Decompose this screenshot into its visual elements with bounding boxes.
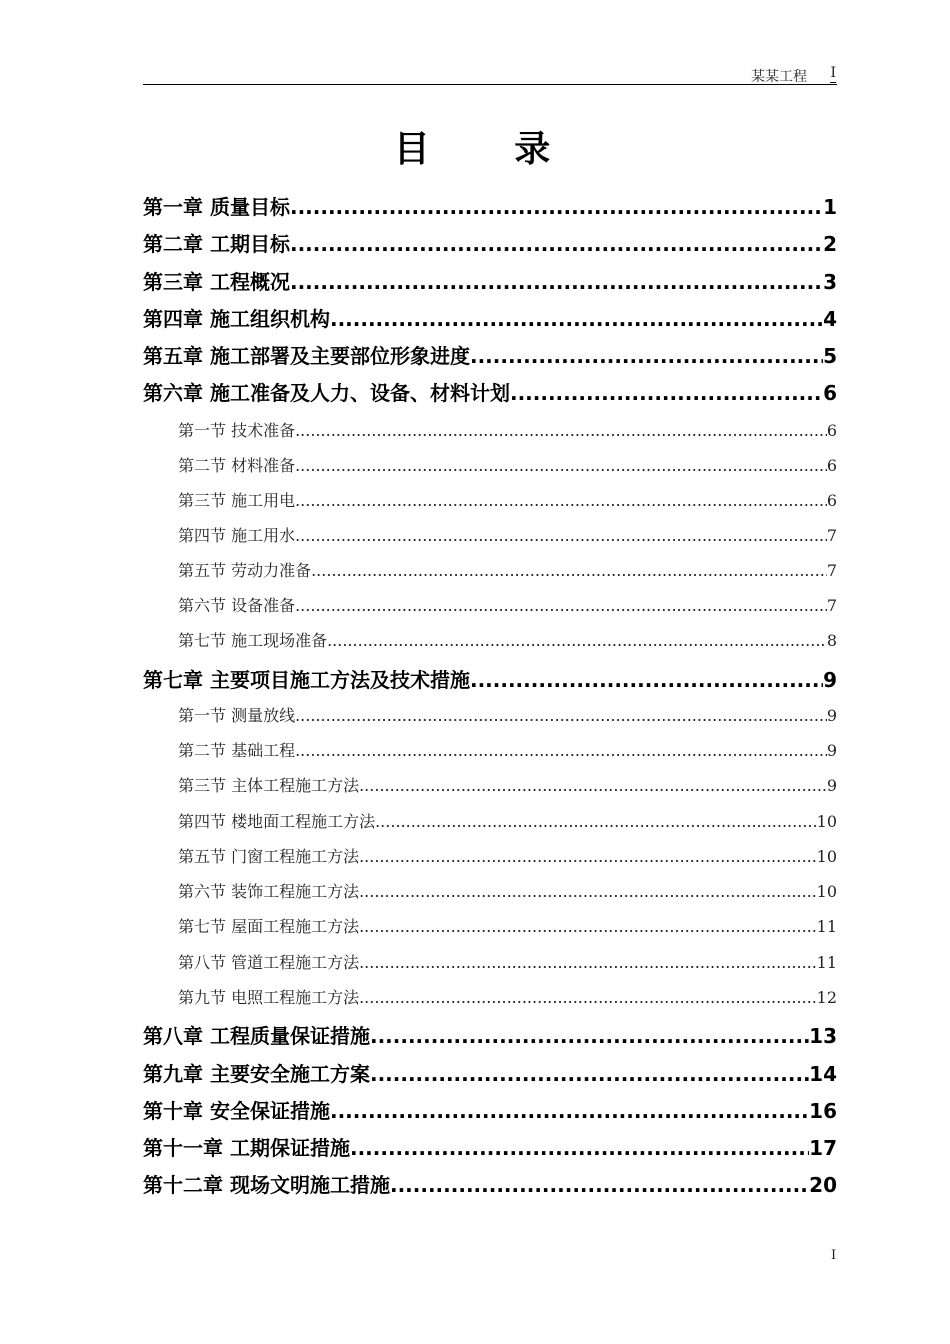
- toc-chapter-entry[interactable]: [143, 342, 837, 370]
- toc-section-entry[interactable]: [178, 951, 837, 975]
- toc-page-number: 3: [823, 270, 837, 294]
- toc-page-number: 9: [826, 776, 837, 795]
- toc-entry-title: 第五章 施工部署及主要部位形象进度: [143, 344, 470, 368]
- header-page-number: I: [830, 65, 836, 81]
- toc-section-entry[interactable]: [178, 629, 837, 653]
- toc-page-number: 2: [823, 232, 837, 256]
- toc-chapter-entry[interactable]: [143, 1022, 837, 1050]
- toc-dot-leader: [295, 454, 827, 478]
- toc-section-entry[interactable]: [178, 419, 837, 443]
- toc-page-number: 7: [826, 526, 837, 545]
- toc-chapter-entry[interactable]: [143, 1097, 837, 1125]
- toc-section-entry[interactable]: [178, 845, 837, 869]
- toc-entry-title: 第一章 质量目标: [143, 195, 290, 219]
- toc-chapter-entry[interactable]: [143, 1171, 837, 1199]
- toc-entry-title: 第一节 技术准备: [178, 421, 296, 440]
- toc-section-entry[interactable]: [178, 594, 837, 618]
- toc-chapter-entry[interactable]: [143, 379, 837, 407]
- toc-page-number: 1: [823, 195, 837, 219]
- document-title: 目 录: [393, 129, 587, 170]
- toc-section-entry[interactable]: [178, 704, 837, 728]
- toc-entry-title: 第四章 施工组织机构: [143, 307, 330, 331]
- toc-entry-title: 第十一章 工期保证措施: [143, 1136, 350, 1160]
- toc-page-number: 6: [826, 421, 837, 440]
- toc-section-entry[interactable]: [178, 489, 837, 513]
- toc-page-number: 7: [826, 596, 837, 615]
- toc-chapter-entry[interactable]: [143, 193, 837, 221]
- toc-section-entry[interactable]: [178, 880, 837, 904]
- toc-chapter-entry[interactable]: [143, 305, 837, 333]
- toc-dot-leader: [295, 594, 827, 618]
- toc-entry-title: 第十二章 现场文明施工措施: [143, 1173, 390, 1197]
- toc-section-entry[interactable]: [178, 524, 837, 548]
- toc-entry-title: 第八节 管道工程施工方法: [178, 953, 360, 972]
- toc-dot-leader: [370, 1022, 809, 1050]
- header-title: 某某工程: [751, 69, 807, 85]
- toc-page-number: 14: [809, 1062, 837, 1086]
- toc-page-number: 4: [823, 307, 837, 331]
- toc-dot-leader: [311, 559, 827, 583]
- toc-page-number: 8: [826, 631, 837, 650]
- toc-section-entry[interactable]: [178, 559, 837, 583]
- toc-entry-title: 第十章 安全保证措施: [143, 1099, 330, 1123]
- toc-dot-leader: [359, 845, 817, 869]
- toc-chapter-entry[interactable]: [143, 268, 837, 296]
- toc-dot-leader: [290, 268, 823, 296]
- toc-page-number: 10: [816, 847, 837, 866]
- toc-dot-leader: [359, 951, 817, 975]
- toc-dot-leader: [359, 986, 817, 1010]
- toc-page-number: 9: [826, 741, 837, 760]
- toc-entry-title: 第四节 楼地面工程施工方法: [178, 812, 376, 831]
- toc-dot-leader: [350, 1134, 809, 1162]
- toc-page-number: 9: [826, 706, 837, 725]
- toc-dot-leader: [290, 230, 823, 258]
- toc-dot-leader: [390, 1171, 809, 1199]
- toc-dot-leader: [375, 810, 817, 834]
- toc-entry-title: 第二章 工期目标: [143, 232, 290, 256]
- toc-dot-leader: [470, 342, 823, 370]
- toc-page-number: 6: [826, 491, 837, 510]
- toc-dot-leader: [510, 379, 823, 407]
- footer-page-number: I: [831, 1248, 837, 1263]
- toc-dot-leader: [359, 915, 817, 939]
- toc-page-number: 6: [823, 381, 837, 405]
- toc-page-number: 20: [809, 1173, 837, 1197]
- toc-entry-title: 第六节 设备准备: [178, 596, 296, 615]
- toc-page-number: 12: [816, 988, 837, 1007]
- page-header: [143, 64, 837, 85]
- toc-entry-title: 第五节 门窗工程施工方法: [178, 847, 360, 866]
- toc-dot-leader: [330, 305, 823, 333]
- toc-entry-title: 第六章 施工准备及人力、设备、材料计划: [143, 381, 510, 405]
- toc-page-number: 11: [816, 953, 837, 972]
- toc-page-number: 16: [809, 1099, 837, 1123]
- toc-page-number: 7: [826, 561, 837, 580]
- toc-page-number: 5: [823, 344, 837, 368]
- toc-entry-title: 第五节 劳动力准备: [178, 561, 312, 580]
- toc-section-entry[interactable]: [178, 454, 837, 478]
- toc-section-entry[interactable]: [178, 739, 837, 763]
- toc-page-number: 10: [816, 882, 837, 901]
- toc-entry-title: 第三章 工程概况: [143, 270, 290, 294]
- toc-page-number: 17: [809, 1136, 837, 1160]
- toc-page-number: 10: [816, 812, 837, 831]
- toc-chapter-entry[interactable]: [143, 1060, 837, 1088]
- toc-entry-title: 第七节 屋面工程施工方法: [178, 917, 360, 936]
- toc-entry-title: 第四节 施工用水: [178, 526, 296, 545]
- toc-dot-leader: [370, 1060, 809, 1088]
- toc-section-entry[interactable]: [178, 774, 837, 798]
- toc-dot-leader: [295, 489, 827, 513]
- toc-dot-leader: [295, 419, 827, 443]
- toc-dot-leader: [327, 629, 827, 653]
- toc-entry-title: 第七章 主要项目施工方法及技术措施: [143, 668, 470, 692]
- toc-entry-title: 第七节 施工现场准备: [178, 631, 328, 650]
- toc-entry-title: 第三节 施工用电: [178, 491, 296, 510]
- toc-dot-leader: [470, 666, 823, 694]
- toc-entry-title: 第九节 电照工程施工方法: [178, 988, 360, 1007]
- toc-chapter-entry[interactable]: [143, 1134, 837, 1162]
- toc-entry-title: 第八章 工程质量保证措施: [143, 1024, 370, 1048]
- toc-section-entry[interactable]: [178, 810, 837, 834]
- toc-entry-title: 第二节 基础工程: [178, 741, 296, 760]
- toc-entry-title: 第六节 装饰工程施工方法: [178, 882, 360, 901]
- toc-page-number: 11: [816, 917, 837, 936]
- toc-chapter-entry[interactable]: [143, 230, 837, 258]
- toc-page-number: 6: [826, 456, 837, 475]
- toc-entry-title: 第一节 测量放线: [178, 706, 296, 725]
- toc-entry-title: 第三节 主体工程施工方法: [178, 776, 360, 795]
- toc-section-entry[interactable]: [178, 986, 837, 1010]
- toc-dot-leader: [295, 524, 827, 548]
- toc-entry-title: 第九章 主要安全施工方案: [143, 1062, 370, 1086]
- toc-entry-title: 第二节 材料准备: [178, 456, 296, 475]
- toc-dot-leader: [295, 739, 827, 763]
- toc-dot-leader: [330, 1097, 809, 1125]
- toc-section-entry[interactable]: [178, 915, 837, 939]
- toc-chapter-entry[interactable]: [143, 666, 837, 694]
- toc-page-number: 13: [809, 1024, 837, 1048]
- toc-page-number: 9: [823, 668, 837, 692]
- toc-dot-leader: [359, 774, 827, 798]
- toc-dot-leader: [290, 193, 823, 221]
- toc-dot-leader: [359, 880, 817, 904]
- toc-dot-leader: [295, 704, 827, 728]
